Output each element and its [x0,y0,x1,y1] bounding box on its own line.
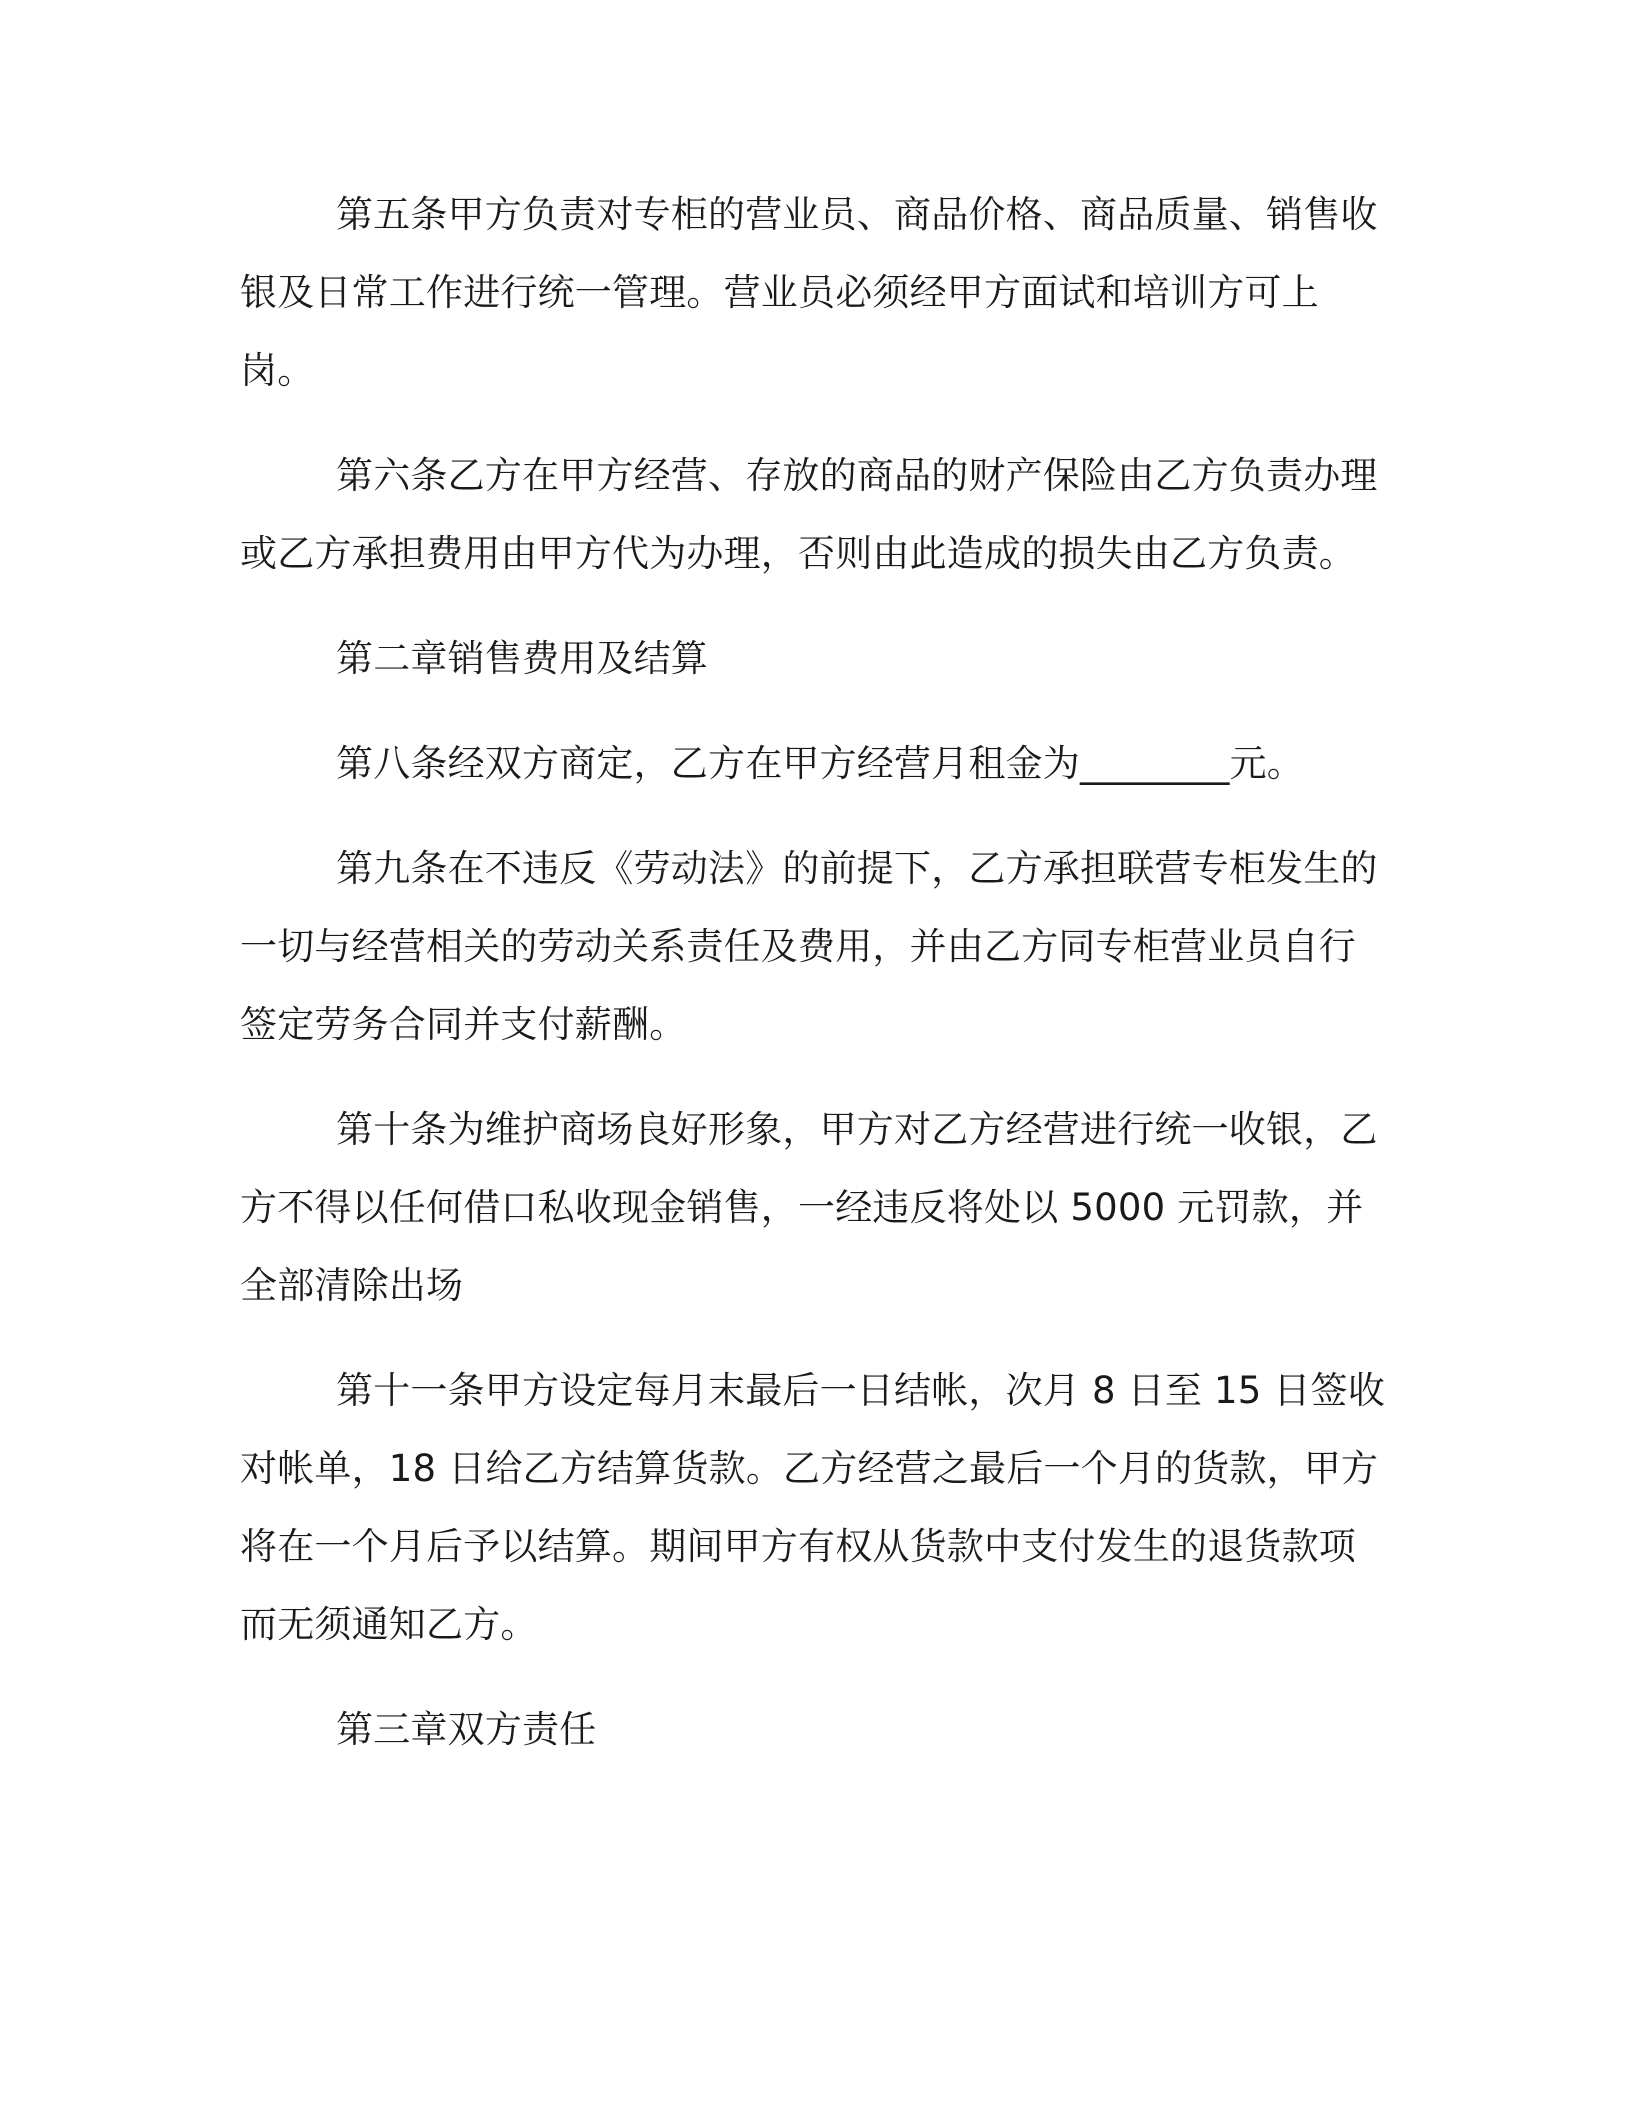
chapter-3-heading: 第三章双方责任 [336,1708,597,1751]
article-10-paragraph: 第十条为维护商场良好形象，甲方对乙方经营进行统一收银，乙方不得以任何借口私收现金销售，一经违反将处以 5000 元罚款，并全部清除出场 [240,1108,1378,1307]
chapter-2-heading: 第二章销售费用及结算 [336,637,708,680]
article-5-paragraph: 第五条甲方负责对专柜的营业员、商品价格、商品质量、销售收银及日常工作进行统一管理。营业员必须经甲方面试和培训方可上岗。 [240,193,1378,392]
article-9-paragraph: 第九条在不违反《劳动法》的前提下，乙方承担联营专柜发生的一切与经营相关的劳动关系责任及费用，并由乙方同专柜营业员自行签定劳务合同并支付薪酬。 [240,847,1378,1046]
article-11-paragraph: 第十一条甲方设定每月末最后一日结帐，次月 8 日至 15 日签收对帐单，18 日给乙方结算货款。乙方经营之最后一个月的货款，甲方将在一个月后予以结算。期间甲方有权从货款中支付发生的退货款项而无须通知乙方。 [240,1369,1386,1646]
article-6-paragraph: 第六条乙方在甲方经营、存放的商品的财产保险由乙方负责办理或乙方承担费用由甲方代为办理，否则由此造成的损失由乙方负责。 [240,454,1378,575]
document-body [240,176,1390,1796]
article-8-paragraph: 第八条经双方商定，乙方在甲方经营月租金为________元。 [336,742,1304,785]
